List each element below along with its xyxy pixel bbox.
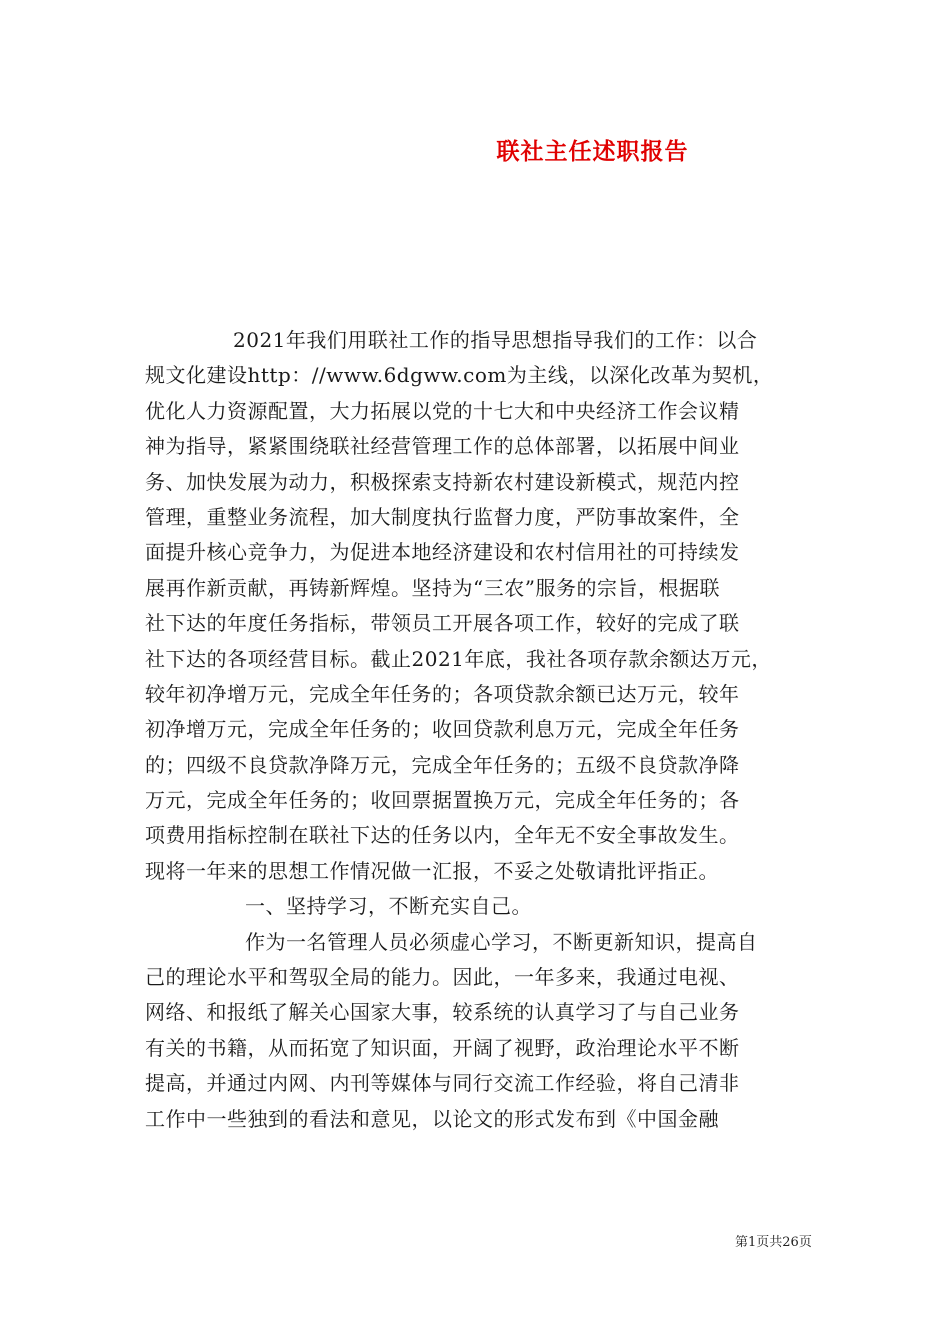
text-line: 管理，重整业务流程，加大制度执行监督力度，严防事故案件，全 <box>145 504 740 529</box>
text-line: 项费用指标控制在联社下达的任务以内，全年无不安全事故发生。 <box>145 823 740 848</box>
text-line: 2021年我们用联社工作的指导思想指导我们的工作：以合 <box>233 328 758 352</box>
text-line: 现将一年来的思想工作情况做一汇报，不妥之处敬请批评指正。 <box>145 858 719 883</box>
text-line: 万元，完成全年任务的；收回票据置换万元，完成全年任务的；各 <box>145 788 740 813</box>
text-line: 作为一名管理人员必须虚心学习，不断更新知识，提高自 <box>245 929 758 954</box>
text-line: 社下达的各项经营目标。截止2021年底，我社各项存款余额达万元， <box>145 646 772 671</box>
text-line: 展再作新贡献，再铸新辉煌。坚持为“三农”服务的宗旨，根据联 <box>145 575 720 600</box>
text-line: 社下达的年度任务指标，带领员工开展各项工作，较好的完成了联 <box>145 611 740 636</box>
text-line: 务、加快发展为动力，积极探索支持新农村建设新模式，规范内控 <box>145 469 740 494</box>
text-line: 神为指导，紧紧围绕联社经营管理工作的总体部署，以拓展中间业 <box>145 434 740 459</box>
text-line: 工作中一些独到的看法和意见，以论文的形式发布到《中国金融 <box>145 1106 719 1131</box>
text-line: 的；四级不良贷款净降万元，完成全年任务的；五级不良贷款净降 <box>145 752 740 777</box>
text-line: 一、坚持学习，不断充实自己。 <box>245 894 532 919</box>
text-line: 己的理论水平和驾驭全局的能力。因此，一年多来，我通过电视、 <box>145 965 740 990</box>
text-line: 优化人力资源配置，大力拓展以党的十七大和中央经济工作会议精 <box>145 398 740 423</box>
text-line: 规文化建设http：//www.6dgww.com为主线，以深化改革为契机， <box>145 363 774 388</box>
page-footer: 第1页共26页 <box>735 1235 812 1250</box>
page-title: 联社主任述职报告 <box>496 138 689 165</box>
text-line: 有关的书籍，从而拓宽了知识面，开阔了视野，政治理论水平不断 <box>145 1035 740 1060</box>
text-line: 面提升核心竞争力，为促进本地经济建设和农村信用社的可持续发 <box>145 540 740 565</box>
document-body <box>145 323 835 1137</box>
text-line: 网络、和报纸了解关心国家大事，较系统的认真学习了与自己业务 <box>145 1000 740 1025</box>
text-line: 提高，并通过内网、内刊等媒体与同行交流工作经验，将自己清非 <box>145 1071 740 1096</box>
text-line: 较年初净增万元，完成全年任务的；各项贷款余额已达万元，较年 <box>145 681 740 706</box>
text-line: 初净增万元，完成全年任务的；收回贷款利息万元，完成全年任务 <box>145 717 740 742</box>
